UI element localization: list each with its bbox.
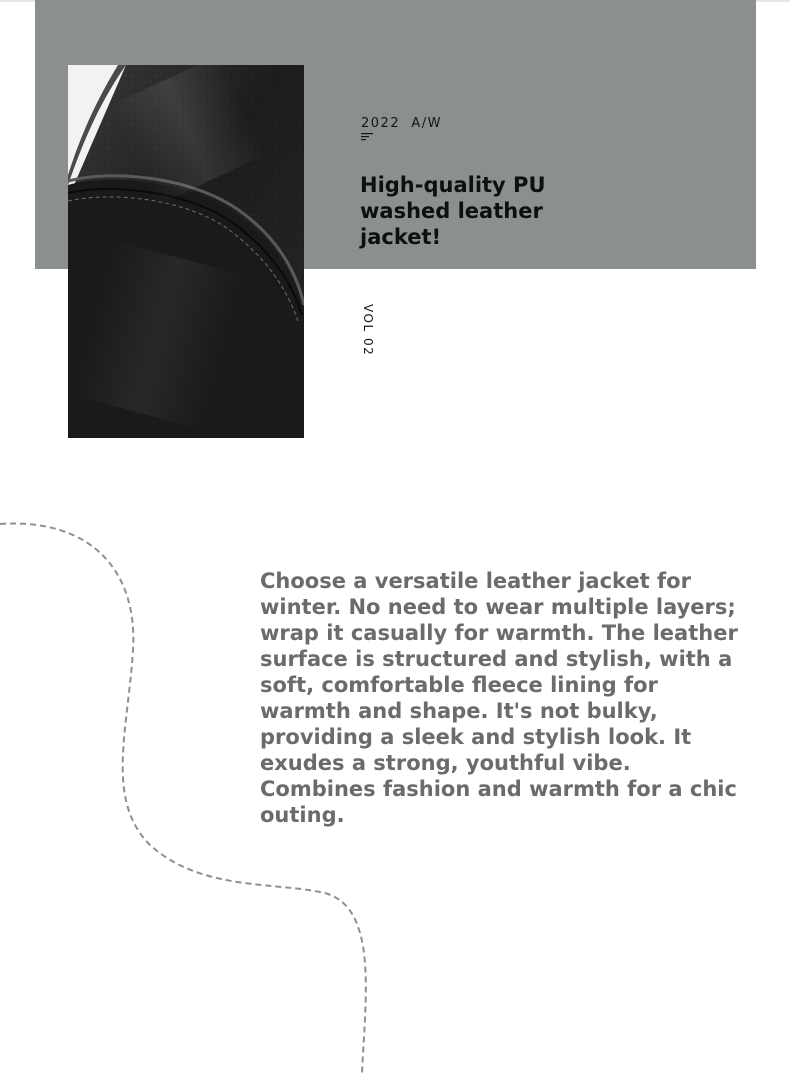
- leather-jacket-photo: [68, 65, 304, 438]
- volume-label: VOL 02: [361, 304, 375, 357]
- text-lines-icon: [361, 133, 375, 141]
- page-title: High-quality PU washed leather jacket!: [360, 173, 546, 249]
- season-label: 2022 A/W: [361, 116, 442, 131]
- product-description: Choose a versatile leather jacket for winter. No need to wear multiple layers; wrap it casually for warmth. The leather surface is structured and stylish, with a soft, comfortable fleece lining for warmth and shape. It's not bulky, providing a sleek and stylish look. It exudes a strong, youthful vibe. Combines fashion and warmth for a chic outing.: [260, 569, 738, 827]
